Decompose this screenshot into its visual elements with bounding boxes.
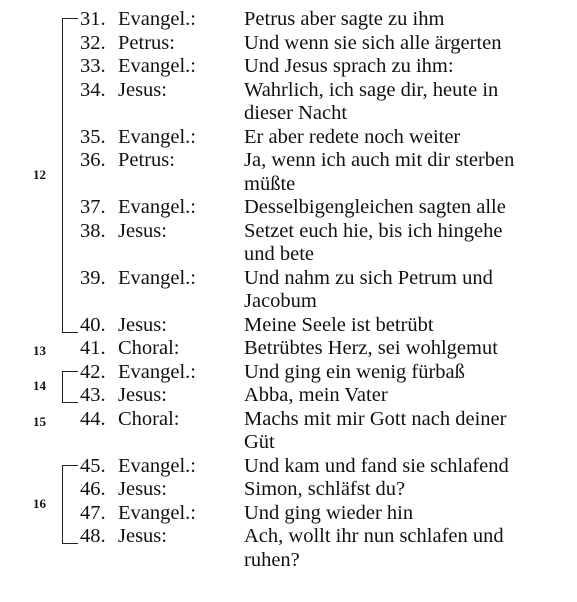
group-bracket bbox=[62, 465, 63, 544]
scene-text: Und nahm zu sich Petrum und bbox=[244, 266, 493, 289]
scene-number: 41. bbox=[80, 337, 106, 359]
scene-text: Ach, wollt ihr nun schlafen und bbox=[244, 525, 504, 547]
scene-text: Meine Seele ist betrübt bbox=[244, 313, 434, 336]
scene-role: Choral: bbox=[118, 337, 180, 359]
group-bracket-tick bbox=[62, 402, 78, 403]
scene-role: Evangel.: bbox=[118, 266, 196, 289]
scene-role: Jesus: bbox=[118, 525, 167, 547]
scene-number: 42. bbox=[80, 360, 106, 383]
scene-text: Und ging ein wenig fürbaß bbox=[244, 360, 465, 383]
scene-number: 47. bbox=[80, 501, 106, 524]
scene-text: Desselbigengleichen sagten alle bbox=[244, 196, 506, 218]
group-label: 16 bbox=[33, 495, 46, 511]
scene-role: Jesus: bbox=[118, 78, 167, 101]
group-bracket-tick bbox=[62, 465, 78, 466]
scene-number: 43. bbox=[80, 384, 106, 406]
scene-role: Evangel.: bbox=[118, 454, 196, 477]
group-label: 13 bbox=[33, 343, 46, 358]
scene-text: Simon, schläfst du? bbox=[244, 478, 406, 500]
scene-text: Petrus aber sagte zu ihm bbox=[244, 8, 445, 30]
scene-role: Jesus: bbox=[118, 384, 167, 406]
scene-text: Und wenn sie sich alle ärgerten bbox=[244, 31, 502, 54]
scene-number: 31. bbox=[80, 8, 106, 30]
scene-text: Und ging wieder hin bbox=[244, 501, 414, 524]
scene-number: 35. bbox=[80, 125, 106, 148]
scene-text: Machs mit mir Gott nach deiner bbox=[244, 407, 507, 430]
scene-role: Petrus: bbox=[118, 149, 175, 171]
scene-number: 36. bbox=[80, 149, 106, 171]
scene-role: Evangel.: bbox=[118, 196, 196, 218]
group-bracket-tick bbox=[62, 332, 78, 333]
group-label: 12 bbox=[33, 166, 46, 182]
scene-role: Choral: bbox=[118, 407, 180, 430]
scene-number: 39. bbox=[80, 266, 106, 289]
scene-text: Setzet euch hie, bis ich hingehe bbox=[244, 219, 503, 242]
scene-text: Betrübtes Herz, sei wohlgemut bbox=[244, 337, 498, 359]
scene-text: Ja, wenn ich auch mit dir sterben bbox=[244, 149, 515, 171]
scene-number: 48. bbox=[80, 525, 106, 547]
group-bracket bbox=[62, 18, 63, 332]
group-bracket-tick bbox=[62, 371, 78, 372]
scene-role: Petrus: bbox=[118, 31, 175, 54]
group-bracket bbox=[62, 371, 63, 403]
group-label: 15 bbox=[33, 413, 46, 429]
scene-role: Evangel.: bbox=[118, 8, 196, 30]
scene-number: 46. bbox=[80, 478, 106, 500]
scene-number: 32. bbox=[80, 31, 106, 54]
scene-role: Jesus: bbox=[118, 478, 167, 500]
scene-number: 37. bbox=[80, 196, 106, 218]
scene-text: Und kam und fand sie schlafend bbox=[244, 454, 509, 477]
group-bracket-tick bbox=[62, 18, 78, 19]
scene-role: Jesus: bbox=[118, 313, 167, 336]
scene-text: dieser Nacht bbox=[244, 102, 348, 124]
scene-role: Evangel.: bbox=[118, 501, 196, 524]
scene-text: müßte bbox=[244, 172, 296, 195]
scene-number: 44. bbox=[80, 407, 106, 430]
scene-text: Jacobum bbox=[244, 290, 317, 312]
group-label: 14 bbox=[33, 378, 46, 394]
scene-number: 40. bbox=[80, 313, 106, 336]
scene-role: Evangel.: bbox=[118, 125, 196, 148]
scene-text: und bete bbox=[244, 243, 315, 265]
scene-role: Evangel.: bbox=[118, 55, 196, 77]
scene-role: Evangel.: bbox=[118, 360, 196, 383]
scene-number: 33. bbox=[80, 55, 106, 77]
scene-text: Er aber redete noch weiter bbox=[244, 125, 461, 148]
scene-text: Güt bbox=[244, 431, 275, 453]
scene-text: Wahrlich, ich sage dir, heute in bbox=[244, 78, 499, 101]
scene-text: Und Jesus sprach zu ihm: bbox=[244, 55, 454, 77]
scene-number: 38. bbox=[80, 219, 106, 242]
group-bracket-tick bbox=[62, 543, 78, 544]
scene-text: ruhen? bbox=[244, 548, 300, 571]
scene-role: Jesus: bbox=[118, 219, 167, 242]
scene-number: 34. bbox=[80, 78, 106, 101]
scene-number: 45. bbox=[80, 454, 106, 477]
scene-text: Abba, mein Vater bbox=[244, 384, 388, 406]
